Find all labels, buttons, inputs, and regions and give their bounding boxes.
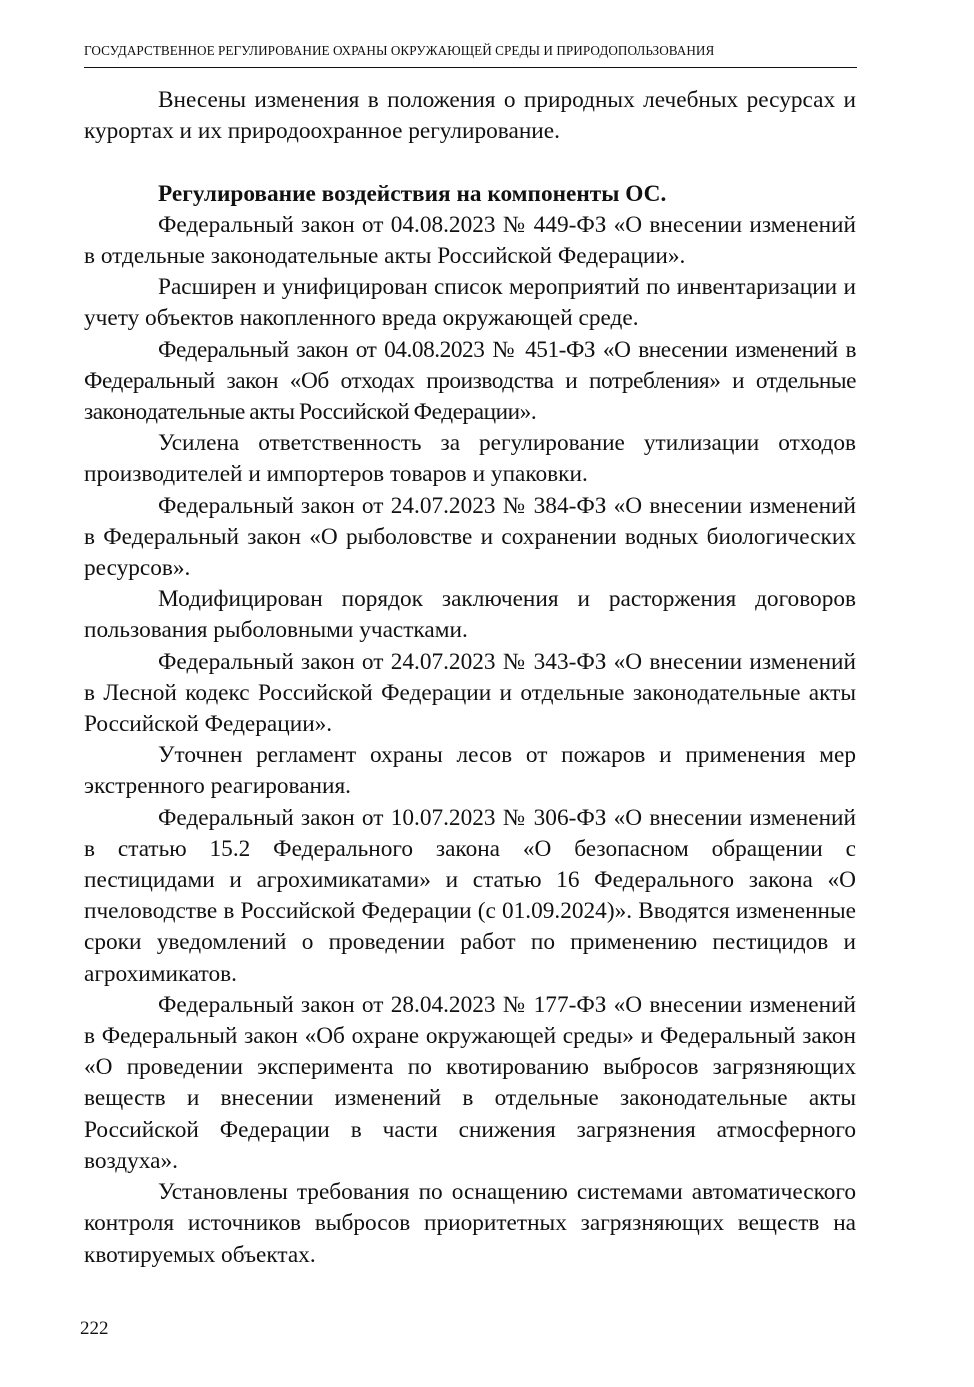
section-heading: Регулирование воздействия на компоненты ОС. [158,180,667,207]
paragraph: Федеральный закон от 04.08.2023 № 449-ФЗ «О внесении изменений в отдельные законодательные акты Российской Федерации». [84,211,856,269]
paragraph: Расширен и унифицирован список мероприятий по инвентаризации и учету объектов накопленного вреда окружающей среде. [84,274,856,332]
paragraph: Модифицирован порядок заключения и расторжения договоров пользования рыболовными участками. [84,586,856,644]
header-rule [84,67,857,68]
paragraph: Уточнен регламент охраны лесов от пожаров и применения мер экстренного реагирования. [84,742,856,800]
running-header: ГОСУДАРСТВЕННОЕ РЕГУЛИРОВАНИЕ ОХРАНЫ ОКРУЖАЮЩЕЙ СРЕДЫ И ПРИРОДОПОЛЬЗОВАНИЯ [84,43,715,58]
paragraph: Федеральный закон от 24.07.2023 № 343-ФЗ «О внесении изменений в Лесной кодекс Российской Федерации и отдельные законодательные акты Российской Федерации». [84,648,856,738]
paragraph: Федеральный закон от 28.04.2023 № 177-ФЗ «О внесении изменений в Федеральный закон «Об охране окружающей среды» и Федеральный закон «О проведении эксперимента по квотированию выбросов загрязняющих веществ и внесении изменений в отдельные законодательные акты Российской Федерации в части снижения загрязнения атмосферного воздуха». [84,991,856,1174]
paragraph: Внесены изменения в положения о природных лечебных ресурсах и курортах и их природоохранное регулирование. [84,87,856,145]
paragraph: Усилена ответственность за регулирование утилизации отходов производителей и импортеров товаров и упаковки. [84,430,856,488]
paragraph: Федеральный закон от 10.07.2023 № 306-ФЗ «О внесении изменений в статью 15.2 Федерального закона «О безопасном обращении с пестицидами и агрохимикатами» и статью 16 Федерального закона «О пчеловодстве в Российской Федерации (с 01.09.2024)». Вводятся измененные сроки уведомлений о проведении работ по применению пестицидов и агрохимикатов. [84,804,856,987]
body-text [84,85,856,1271]
page-number: 222 [80,1318,109,1339]
paragraph: Установлены требования по оснащению системами автоматического контроля источников выбросов приоритетных загрязняющих веществ на квотируемых объектах. [84,1179,856,1268]
paragraph: Федеральный закон от 04.08.2023 № 451-ФЗ «О внесении изменений в Федеральный закон «Об отходах производства и потребления» и отдельные законодательные акты Российской Федерации». [84,336,856,426]
paragraph: Федеральный закон от 24.07.2023 № 384-ФЗ «О внесении изменений в Федеральный закон «О рыболовстве и сохранении водных биологических ресурсов». [84,492,856,582]
